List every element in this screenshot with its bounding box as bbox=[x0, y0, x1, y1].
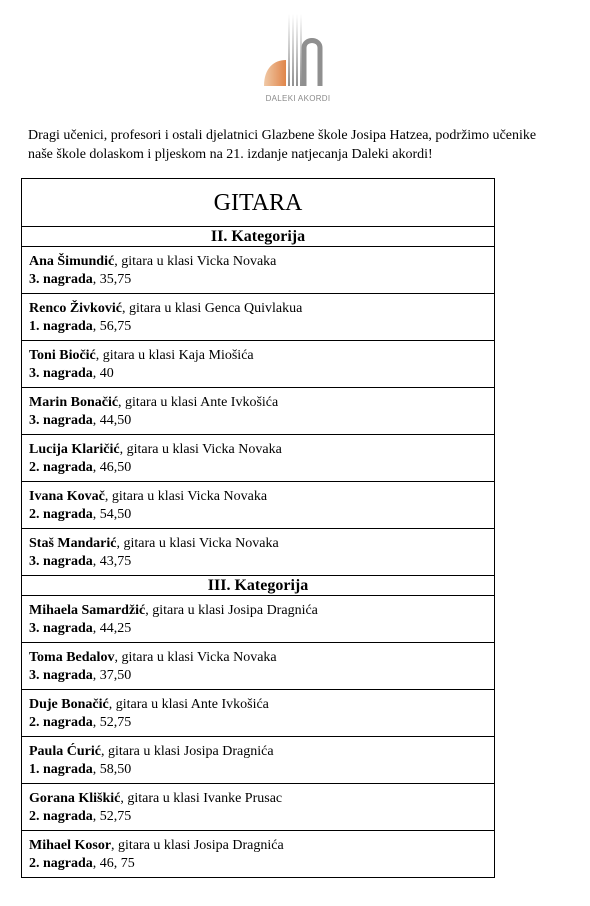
participant-detail: , gitara u klasi Ivanke Prusac bbox=[120, 791, 283, 806]
participant-detail: , gitara u klasi Vicka Novaka bbox=[114, 650, 277, 665]
award-label: 3. nagrada bbox=[29, 553, 93, 569]
score-value: , 40 bbox=[92, 365, 114, 381]
participant-line bbox=[29, 535, 494, 553]
participant-detail: , gitara u klasi Vicka Novaka bbox=[104, 489, 268, 504]
participant-line bbox=[29, 441, 494, 459]
award-label: 3. nagrada bbox=[29, 620, 93, 636]
result-line bbox=[29, 459, 494, 477]
participant-line bbox=[29, 790, 494, 808]
award-label: 3. nagrada bbox=[29, 667, 93, 683]
participant-name: Toni Biočić bbox=[29, 348, 96, 363]
award-label: 1. nagrada bbox=[29, 318, 93, 334]
participant-detail: , gitara u klasi Josipa Dragnića bbox=[145, 603, 318, 618]
score-value: , 46, 75 bbox=[92, 855, 135, 871]
result-line bbox=[29, 808, 494, 826]
participant-name: Ana Šimundić bbox=[29, 254, 115, 269]
category-header: II. Kategorija bbox=[22, 227, 494, 247]
participant-line bbox=[29, 300, 494, 318]
logo-mark-icon bbox=[258, 10, 338, 100]
participant-line bbox=[29, 488, 494, 506]
participant-line bbox=[29, 253, 494, 271]
result-line bbox=[29, 506, 494, 524]
award-label: 2. nagrada bbox=[29, 855, 93, 871]
participant-name: Lucija Klaričić bbox=[29, 442, 120, 457]
participant-line bbox=[29, 347, 494, 365]
award-label: 2. nagrada bbox=[29, 808, 93, 824]
award-label: 1. nagrada bbox=[29, 761, 93, 777]
result-line bbox=[29, 318, 494, 336]
participant-name: Marin Bonačić bbox=[29, 395, 119, 410]
score-value: , 46,50 bbox=[92, 459, 132, 475]
intro-paragraph: Dragi učenici, profesori i ostali djelatnici Glazbene škole Josipa Hatzea, podržimo učenike naše škole dolaskom i pljeskom na 21. izdanje natjecanja Daleki akordi! bbox=[28, 128, 537, 162]
table-row bbox=[22, 388, 494, 435]
participant-detail: , gitara u klasi Vicka Novaka bbox=[114, 254, 277, 269]
result-line bbox=[29, 761, 494, 779]
award-label: 3. nagrada bbox=[29, 412, 93, 428]
participant-name: Paula Ćurić bbox=[29, 744, 101, 759]
score-value: , 58,50 bbox=[92, 761, 132, 777]
participant-line bbox=[29, 394, 494, 412]
participant-detail: , gitara u klasi Ante Ivkošića bbox=[118, 395, 279, 410]
score-value: , 44,50 bbox=[92, 412, 132, 428]
table-row bbox=[22, 596, 494, 643]
award-label: 2. nagrada bbox=[29, 506, 93, 522]
participant-line bbox=[29, 649, 494, 667]
award-label: 2. nagrada bbox=[29, 459, 93, 475]
table-row bbox=[22, 737, 494, 784]
result-line bbox=[29, 271, 494, 289]
score-value: , 54,50 bbox=[92, 506, 132, 522]
participant-name: Renco Živković bbox=[29, 301, 122, 316]
participant-line bbox=[29, 696, 494, 714]
result-line bbox=[29, 714, 494, 732]
table-row bbox=[22, 529, 494, 576]
participant-line bbox=[29, 837, 494, 855]
table-row bbox=[22, 690, 494, 737]
table-row bbox=[22, 784, 494, 831]
participant-detail: , gitara u klasi Genca Quivlakua bbox=[121, 301, 303, 316]
participant-detail: , gitara u klasi Kaja Miošića bbox=[95, 348, 254, 363]
participant-detail: , gitara u klasi Josipa Dragnića bbox=[100, 744, 274, 759]
award-label: 2. nagrada bbox=[29, 714, 93, 730]
score-value: , 37,50 bbox=[92, 667, 132, 683]
participant-detail: , gitara u klasi Ante Ivkošića bbox=[108, 697, 269, 712]
participant-name: Toma Bedalov bbox=[29, 650, 115, 665]
participant-detail: , gitara u klasi Vicka Novaka bbox=[119, 442, 282, 457]
award-label: 3. nagrada bbox=[29, 365, 93, 381]
score-value: , 43,75 bbox=[92, 553, 132, 569]
participant-name: Staš Mandarić bbox=[29, 536, 117, 551]
participant-name: Gorana Kliškić bbox=[29, 791, 121, 806]
table-row bbox=[22, 341, 494, 388]
results-table bbox=[21, 178, 495, 878]
participant-name: Mihael Kosor bbox=[29, 838, 112, 853]
score-value: , 52,75 bbox=[92, 808, 132, 824]
table-title: GITARA bbox=[22, 179, 494, 227]
table-row bbox=[22, 482, 494, 529]
logo-caption: DALEKI AKORDI bbox=[265, 94, 331, 103]
result-line bbox=[29, 667, 494, 685]
result-line bbox=[29, 412, 494, 430]
result-line bbox=[29, 855, 494, 873]
category-header: III. Kategorija bbox=[22, 576, 494, 596]
participant-line bbox=[29, 602, 494, 620]
table-row bbox=[22, 435, 494, 482]
table-row bbox=[22, 247, 494, 294]
score-value: , 44,25 bbox=[92, 620, 132, 636]
participant-name: Mihaela Samardžić bbox=[29, 603, 146, 618]
result-line bbox=[29, 365, 494, 383]
daleki-akordi-logo bbox=[258, 10, 338, 105]
participant-name: Ivana Kovač bbox=[29, 489, 105, 504]
score-value: , 35,75 bbox=[92, 271, 132, 287]
participant-detail: , gitara u klasi Josipa Dragnića bbox=[111, 838, 284, 853]
participant-detail: , gitara u klasi Vicka Novaka bbox=[116, 536, 279, 551]
participant-name: Duje Bonačić bbox=[29, 697, 109, 712]
result-line bbox=[29, 620, 494, 638]
table-row bbox=[22, 643, 494, 690]
table-row bbox=[22, 831, 494, 878]
participant-line bbox=[29, 743, 494, 761]
award-label: 3. nagrada bbox=[29, 271, 93, 287]
result-line bbox=[29, 553, 494, 571]
score-value: , 56,75 bbox=[92, 318, 132, 334]
table-row bbox=[22, 294, 494, 341]
score-value: , 52,75 bbox=[92, 714, 132, 730]
